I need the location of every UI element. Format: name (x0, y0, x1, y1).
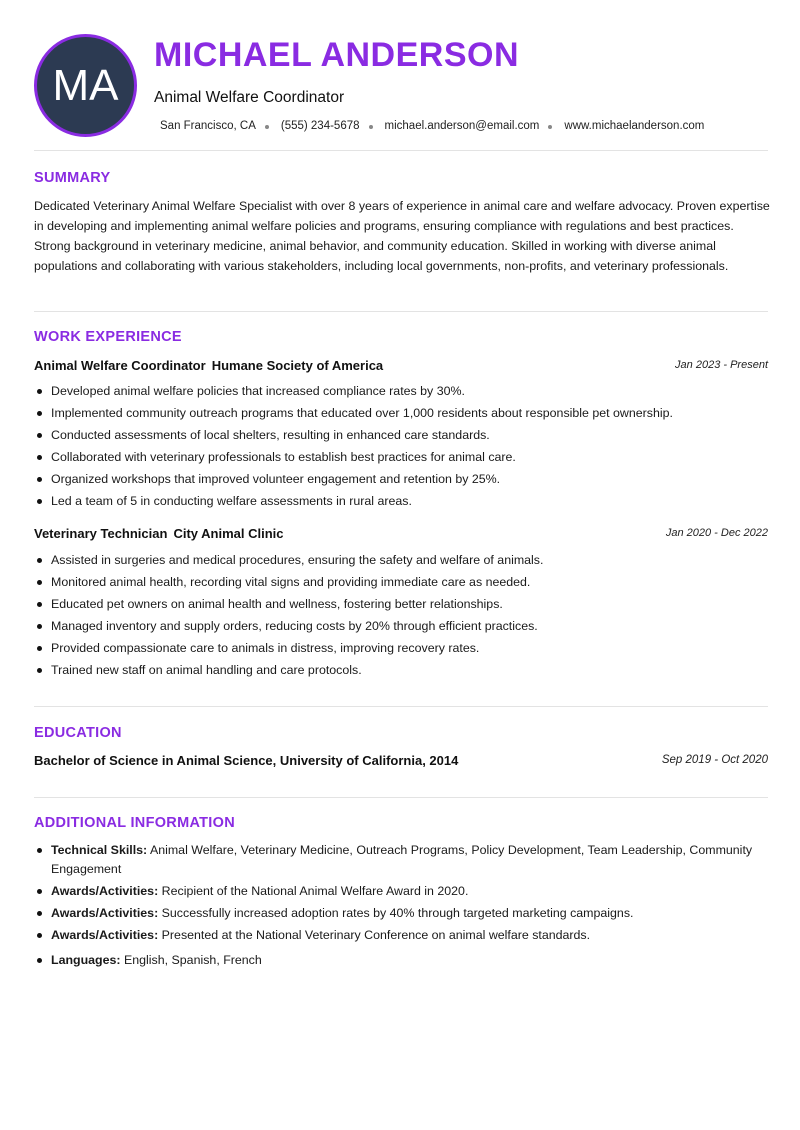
job-title-line (34, 526, 283, 541)
list-item: Trained new staff on animal handling and care protocols. (34, 659, 768, 681)
languages-item (34, 951, 768, 970)
list-item (34, 904, 768, 923)
separator-dot (265, 125, 269, 129)
education-heading: EDUCATION (34, 725, 122, 741)
additional-info-heading: ADDITIONAL INFORMATION (34, 815, 235, 831)
list-item (34, 882, 768, 901)
list-item: Led a team of 5 in conducting welfare assessments in rural areas. (34, 490, 768, 512)
contact-line (160, 120, 704, 132)
contact-location: San Francisco, CA (160, 120, 256, 132)
work-experience-heading: WORK EXPERIENCE (34, 329, 182, 345)
job-bullet-list (34, 380, 768, 512)
contact-phone: (555) 234-5678 (280, 120, 360, 132)
job-dates: Jan 2023 - Present (675, 359, 768, 371)
list-item: Monitored animal health, recording vital signs and providing immediate care as needed. (34, 571, 768, 593)
contact-email: michael.anderson@email.com (384, 120, 540, 132)
list-item (34, 926, 768, 945)
education-entry (34, 753, 768, 773)
separator-dot (548, 125, 552, 129)
list-item: Educated pet owners on animal health and wellness, fostering better relationships. (34, 593, 768, 615)
job-dates: Jan 2020 - Dec 2022 (665, 527, 768, 539)
info-text: Successfully increased adoption rates by 40% through targeted marketing campaigns. (161, 906, 634, 920)
job-title-line (34, 358, 383, 373)
section-divider (34, 150, 768, 151)
job-position: Animal Welfare Coordinator (34, 358, 206, 373)
section-divider (34, 706, 768, 707)
section-divider (34, 797, 768, 798)
list-item: Implemented community outreach programs that educated over 1,000 residents about responsible pet ownership. (34, 402, 768, 424)
info-label: Awards/Activities: (51, 906, 159, 920)
list-item: Organized workshops that improved volunteer engagement and retention by 25%. (34, 468, 768, 490)
list-item: Conducted assessments of local shelters, resulting in enhanced care standards. (34, 424, 768, 446)
education-degree: Bachelor of Science in Animal Science, University of California, 2014 (34, 753, 459, 768)
summary-text: Dedicated Veterinary Animal Welfare Specialist with over 8 years of experience in animal care and welfare advocacy. Proven expertise in developing and implementing animal welfare policies and programs, ensuring compliance with regulations and best practices. Strong background in veterinary medicine, animal behavior, and community education. Skilled in working with diverse animal populations and collaborating with various stakeholders, including local governments, non-profits, and veterinary professionals. (34, 199, 770, 273)
additional-info-list (34, 841, 768, 973)
list-item (34, 841, 768, 879)
separator-dot (369, 125, 373, 129)
job-position: Veterinary Technician (34, 526, 168, 541)
job-header (34, 358, 768, 378)
info-text: Animal Welfare, Veterinary Medicine, Outreach Programs, Policy Development, Team Leadership, Community Engagement (51, 843, 753, 876)
contact-website: www.michaelanderson.com (564, 120, 705, 132)
job-company: Humane Society of America (211, 358, 384, 373)
language-item: , Spanish (165, 953, 217, 967)
info-text: Presented at the National Veterinary Conference on animal welfare standards. (161, 928, 591, 942)
list-item: Managed inventory and supply orders, reducing costs by 20% through efficient practices. (34, 615, 768, 637)
info-label: Awards/Activities: (51, 884, 159, 898)
candidate-name: MICHAEL ANDERSON (154, 36, 520, 74)
job-role-title: Animal Welfare Coordinator (154, 89, 345, 106)
resume-header (34, 34, 768, 150)
info-label: Awards/Activities: (51, 928, 159, 942)
language-item: English (124, 953, 165, 967)
list-item: Assisted in surgeries and medical procedures, ensuring the safety and welfare of animals. (34, 549, 768, 571)
job-header (34, 526, 768, 546)
job-company: City Animal Clinic (173, 526, 284, 541)
avatar (34, 34, 137, 137)
info-label: Technical Skills: (51, 843, 148, 857)
section-divider (34, 311, 768, 312)
avatar-initials: MA (52, 60, 119, 110)
list-item: Provided compassionate care to animals in distress, improving recovery rates. (34, 637, 768, 659)
language-list (124, 953, 262, 967)
job-bullet-list (34, 549, 768, 681)
info-text: Recipient of the National Animal Welfare Award in 2020. (161, 884, 469, 898)
education-dates: Sep 2019 - Oct 2020 (661, 754, 768, 766)
list-item: Collaborated with veterinary professionals to establish best practices for animal care. (34, 446, 768, 468)
list-item: Developed animal welfare policies that increased compliance rates by 30%. (34, 380, 768, 402)
languages-label: Languages: (51, 953, 121, 967)
summary-heading: SUMMARY (34, 170, 111, 186)
language-item: , French (216, 953, 261, 967)
